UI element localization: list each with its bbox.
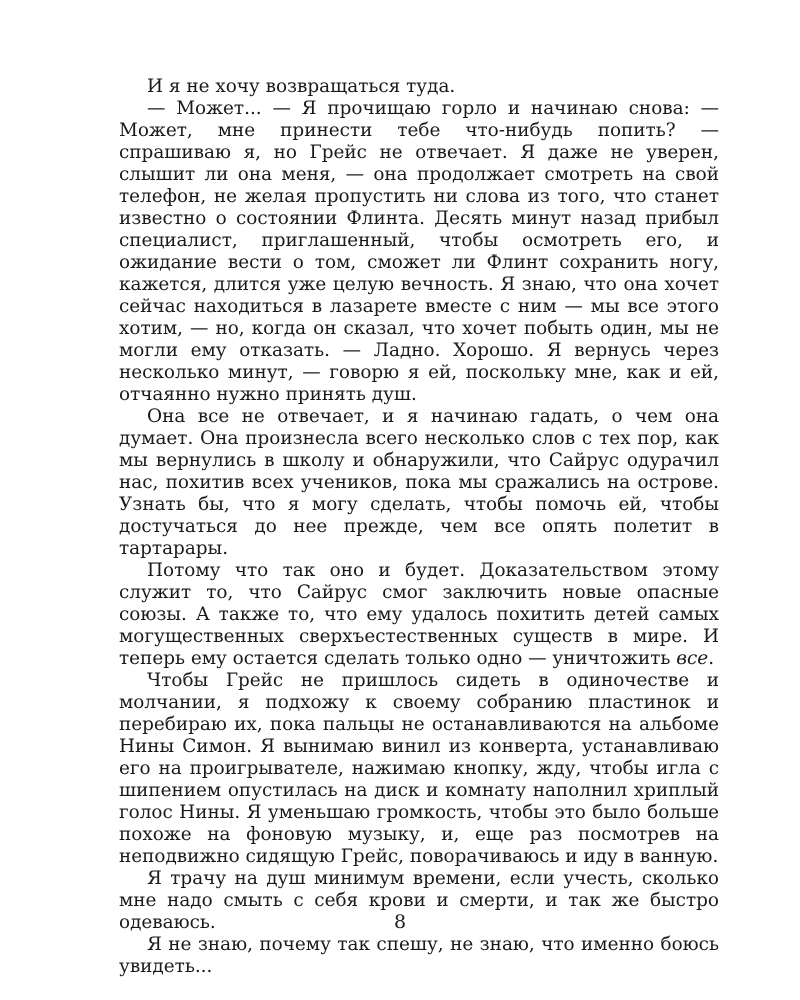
paragraph-4 bbox=[119, 560, 719, 670]
paragraph-7: Я не знаю, почему так спешу, не знаю, что именно боюсь увидеть... bbox=[119, 934, 719, 977]
paragraph-2: — Может... — Я прочищаю горло и начинаю снова: — Может, мне принести тебе что-нибудь попить? — спрашиваю я, но Грейс не отвечает. Я даже не уверен, слышит ли она меня, — она продолжает смотреть на свой телефон, не желая пропустить ни слова из того, что станет известно о состоянии Флинта. Десять минут назад прибыл специалист, приглашенный, чтобы осмотреть его, и ожидание вести о том, сможет ли Флинт сохранить ногу, кажется, длится уже целую вечность. Я знаю, что она хочет сейчас находиться в лазарете вместе с ним — мы все этого хотим, — но, когда он сказал, что хочет побыть один, мы не могли ему отказать. — Ладно. Хорошо. Я вернусь через несколько минут, — говорю я ей, поскольку мне, как и ей, отчаянно нужно принять душ. bbox=[119, 98, 719, 405]
paragraph-4-text: Потому что так оно и будет. Доказательством этому служит то, что Сайрус смог заключить новые опасные союзы. А также то, что ему удалось похитить детей самых могущественных сверхъестественных существ в мире. И теперь ему остается сделать только одно — уничтожить bbox=[119, 560, 719, 669]
paragraph-6: Я трачу на душ минимум времени, если учесть, сколько мне надо смыть с себя крови и смерти, и так же быстро одеваюсь. bbox=[119, 868, 719, 933]
paragraph-1: И я не хочу возвращаться туда. bbox=[147, 76, 456, 97]
paragraph-4-emphasis: все bbox=[676, 648, 709, 669]
page-number: 8 bbox=[393, 911, 407, 933]
paragraph-3: Она все не отвечает, и я начинаю гадать, о чем она думает. Она произнесла всего несколько слов с тех пор, как мы вернулись в школу и обнаружили, что Сайрус одурачил нас, похитив всех учеников, пока мы сражались на острове. Узнать бы, что я могу сделать, чтобы помочь ей, чтобы достучаться до нее прежде, чем все опять полетит в тартарары. bbox=[119, 406, 719, 559]
body-text bbox=[119, 76, 719, 978]
paragraph-4-end: . bbox=[708, 648, 715, 669]
paragraph-5: Чтобы Грейс не пришлось сидеть в одиночестве и молчании, я подхожу к своему собранию пластинок и перебираю их, пока пальцы не останавливаются на альбоме Нины Симон. Я вынимаю винил из конверта, устанавливаю его на проигрывателе, нажимаю кнопку, жду, чтобы игла с шипением опустилась на диск и комнату наполнил хриплый голос Нины. Я уменьшаю громкость, чтобы это было больше похоже на фоновую музыку, и, еще раз посмотрев на неподвижно сидящую Грейс, поворачиваюсь и иду в ванную. bbox=[119, 670, 719, 867]
